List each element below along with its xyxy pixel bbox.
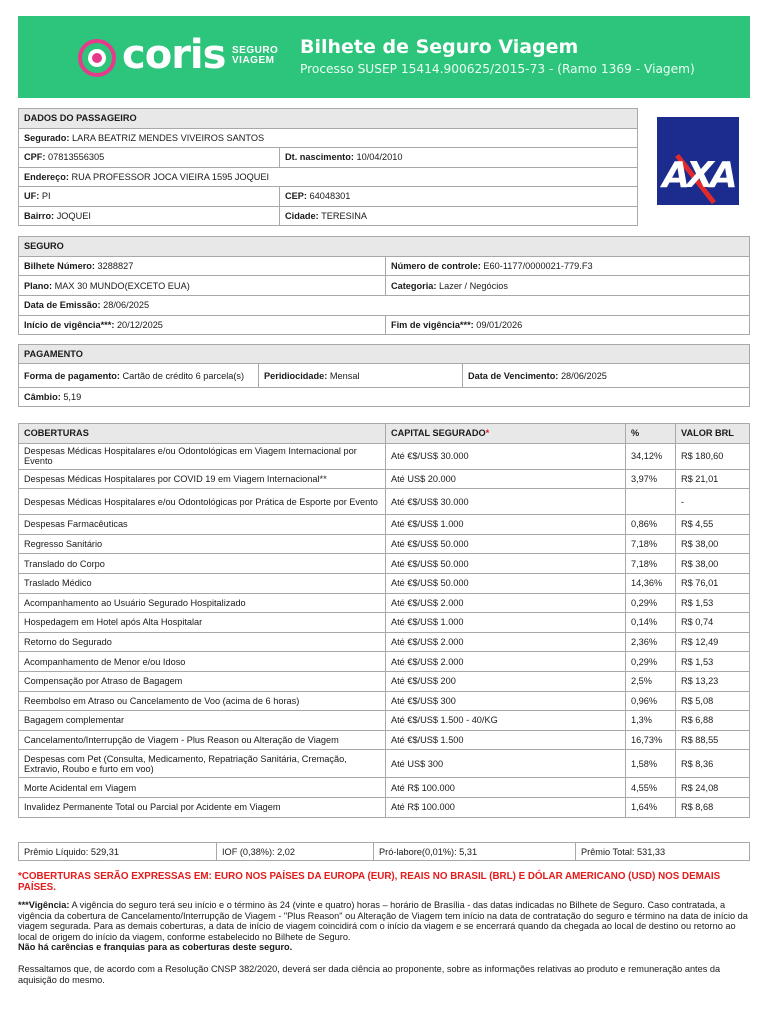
coris-logo bbox=[78, 32, 303, 78]
bairro-field: Bairro: JOQUEI bbox=[19, 206, 280, 226]
birthdate-field: Dt. nascimento: 10/04/2010 bbox=[280, 148, 638, 168]
header-banner bbox=[18, 16, 750, 98]
table-row: Bagagem complementar Até €$/US$ 1.500 - 40/KG 1,3% R$ 6,88 bbox=[19, 711, 750, 731]
insurance-table bbox=[18, 236, 750, 335]
table-row: Despesas Médicas Hospitalares e/ou Odontológicas em Viagem Internacional por Evento Até €$/US$ 30.000 34,12% R$ 180,60 bbox=[19, 443, 750, 469]
inicio-field: Início de vigência***: 20/12/2025 bbox=[19, 315, 386, 335]
table-row: Translado do Corpo Até €$/US$ 50.000 7,18% R$ 38,00 bbox=[19, 554, 750, 574]
period-field: Peridiocidade: Mensal bbox=[259, 364, 463, 388]
pro-labore: Pró-labore(0,01%): 5,31 bbox=[374, 843, 576, 861]
table-row: Despesas Farmacêuticas Até €$/US$ 1.000 0,86% R$ 4,55 bbox=[19, 515, 750, 535]
bilhete-field: Bilhete Número: 3288827 bbox=[19, 256, 386, 276]
table-row: Regresso Sanitário Até €$/US$ 50.000 7,18% R$ 38,00 bbox=[19, 534, 750, 554]
vigencia-note: ***Vigência: A vigência do seguro terá seu início e o término às 24 (vinte e quatro) horas – horário de Brasília - das datas indicadas no Bilhete de Seguro. Caso contratada, a vigência da cobertura de Cancelamento/Interrupção de Viagem - "Plus Reason" ou Alteração de Viagem tem início na data de contratação do seguro e término na data de início da viagem segurada. Para as demais coberturas, a data de início de viagem coincidirá com o início da viagem e se encerrará quando da chegada ao local de destino ou retorno ao local de origem do início da viagem, conforme estabelecido no Bilhete de Seguro. Não há carências e franquias para as coberturas deste seguro. bbox=[18, 900, 748, 952]
premio-liquido: Prêmio Líquido: 529,31 bbox=[19, 843, 217, 861]
passenger-table bbox=[18, 108, 638, 226]
table-row: Acompanhamento ao Usuário Segurado Hospitalizado Até €$/US$ 2.000 0,29% R$ 1,53 bbox=[19, 593, 750, 613]
table-row: Despesas Médicas Hospitalares e/ou Odontológicas por Prática de Esporte por Evento Até €$/US$ 30.000 - bbox=[19, 489, 750, 515]
fim-field: Fim de vigência***: 09/01/2026 bbox=[386, 315, 750, 335]
brand-name: coris bbox=[122, 32, 226, 78]
table-row: Cancelamento/Interrupção de Viagem - Plus Reason ou Alteração de Viagem Até €$/US$ 1.500 16,73% R$ 88,55 bbox=[19, 730, 750, 750]
premio-total: Prêmio Total: 531,33 bbox=[576, 843, 750, 861]
categoria-field: Categoria: Lazer / Negócios bbox=[386, 276, 750, 296]
col-header-coberturas: COBERTURAS bbox=[19, 424, 386, 444]
currency-warning: *COBERTURAS SERÃO EXPRESSAS EM: EURO NOS PAÍSES DA EUROPA (EUR), REAIS NO BRASIL (BRL) E DÓLAR AMERICANO (USD) NOS DEMAIS PAÍSES. bbox=[18, 871, 721, 893]
emissao-field: Data de Emissão: 28/06/2025 bbox=[19, 296, 750, 316]
table-row: Traslado Médico Até €$/US$ 50.000 14,36% R$ 76,01 bbox=[19, 573, 750, 593]
iof: IOF (0,38%): 2,02 bbox=[217, 843, 374, 861]
table-row: Reembolso em Atraso ou Cancelamento de Voo (acima de 6 horas) Até €$/US$ 300 0,96% R$ 5,08 bbox=[19, 691, 750, 711]
page-subtitle: Processo SUSEP 15414.900625/2015-73 - (Ramo 1369 - Viagem) bbox=[300, 62, 695, 76]
table-row: Invalidez Permanente Total ou Parcial por Acidente em Viagem Até R$ 100.000 1,64% R$ 8,68 bbox=[19, 797, 750, 817]
col-header-pct: % bbox=[626, 424, 676, 444]
section-title: PAGAMENTO bbox=[19, 345, 750, 364]
brand-sub: SEGURO VIAGEM bbox=[232, 45, 279, 66]
table-row: Morte Acidental em Viagem Até R$ 100.000 4,55% R$ 24,08 bbox=[19, 778, 750, 798]
cpf-field: CPF: 07813556305 bbox=[19, 148, 280, 168]
carencia-note: Não há carências e franquias para as coberturas deste seguro. bbox=[18, 942, 293, 952]
table-row: Retorno do Segurado Até €$/US$ 2.000 2,36% R$ 12,49 bbox=[19, 632, 750, 652]
plano-field: Plano: MAX 30 MUNDO(EXCETO EUA) bbox=[19, 276, 386, 296]
segurado-field: Segurado: LARA BEATRIZ MENDES VIVEIROS SANTOS bbox=[19, 128, 638, 148]
col-header-valor: VALOR BRL bbox=[676, 424, 750, 444]
table-row: Hospedagem em Hotel após Alta Hospitalar Até €$/US$ 1.000 0,14% R$ 0,74 bbox=[19, 613, 750, 633]
table-row: Compensação por Atraso de Bagagem Até €$/US$ 200 2,5% R$ 13,23 bbox=[19, 671, 750, 691]
table-row: Despesas Médicas Hospitalares por COVID 19 em Viagem Internacional** Até US$ 20.000 3,97% R$ 21,01 bbox=[19, 469, 750, 489]
cambio-field: Câmbio: 5,19 bbox=[19, 388, 750, 407]
col-header-capital: CAPITAL SEGURADO* bbox=[386, 424, 626, 444]
payment-table bbox=[18, 344, 750, 407]
table-row: Despesas com Pet (Consulta, Medicamento, Repatriação Sanitária, Cremação, Extravio, Roubo e furto em voo) Até US$ 300 1,58% R$ 8,36 bbox=[19, 750, 750, 778]
cep-field: CEP: 64048301 bbox=[280, 187, 638, 207]
premium-table bbox=[18, 842, 750, 861]
forma-field: Forma de pagamento: Cartão de crédito 6 parcela(s) bbox=[19, 364, 259, 388]
controle-field: Número de controle: E60-1177/0000021-779.F3 bbox=[386, 256, 750, 276]
cidade-field: Cidade: TERESINA bbox=[280, 206, 638, 226]
address-field: Endereço: RUA PROFESSOR JOCA VIEIRA 1595 JOQUEI bbox=[19, 167, 638, 187]
section-title: SEGURO bbox=[19, 237, 750, 257]
ressalva-note: Ressaltamos que, de acordo com a Resolução CNSP 382/2020, deverá ser dada ciência ao proponente, sobre as informações relativas ao produto e remuneração antes da aquisição do mesmo. bbox=[18, 964, 721, 985]
uf-field: UF: PI bbox=[19, 187, 280, 207]
page-title: Bilhete de Seguro Viagem bbox=[300, 36, 579, 58]
coris-logo-icon bbox=[78, 39, 116, 77]
venc-field: Data de Vencimento: 28/06/2025 bbox=[463, 364, 750, 388]
table-row: Acompanhamento de Menor e/ou Idoso Até €$/US$ 2.000 0,29% R$ 1,53 bbox=[19, 652, 750, 672]
section-title: DADOS DO PASSAGEIRO bbox=[19, 109, 638, 129]
coverage-table bbox=[18, 423, 750, 818]
axa-logo: AXA bbox=[657, 117, 739, 205]
